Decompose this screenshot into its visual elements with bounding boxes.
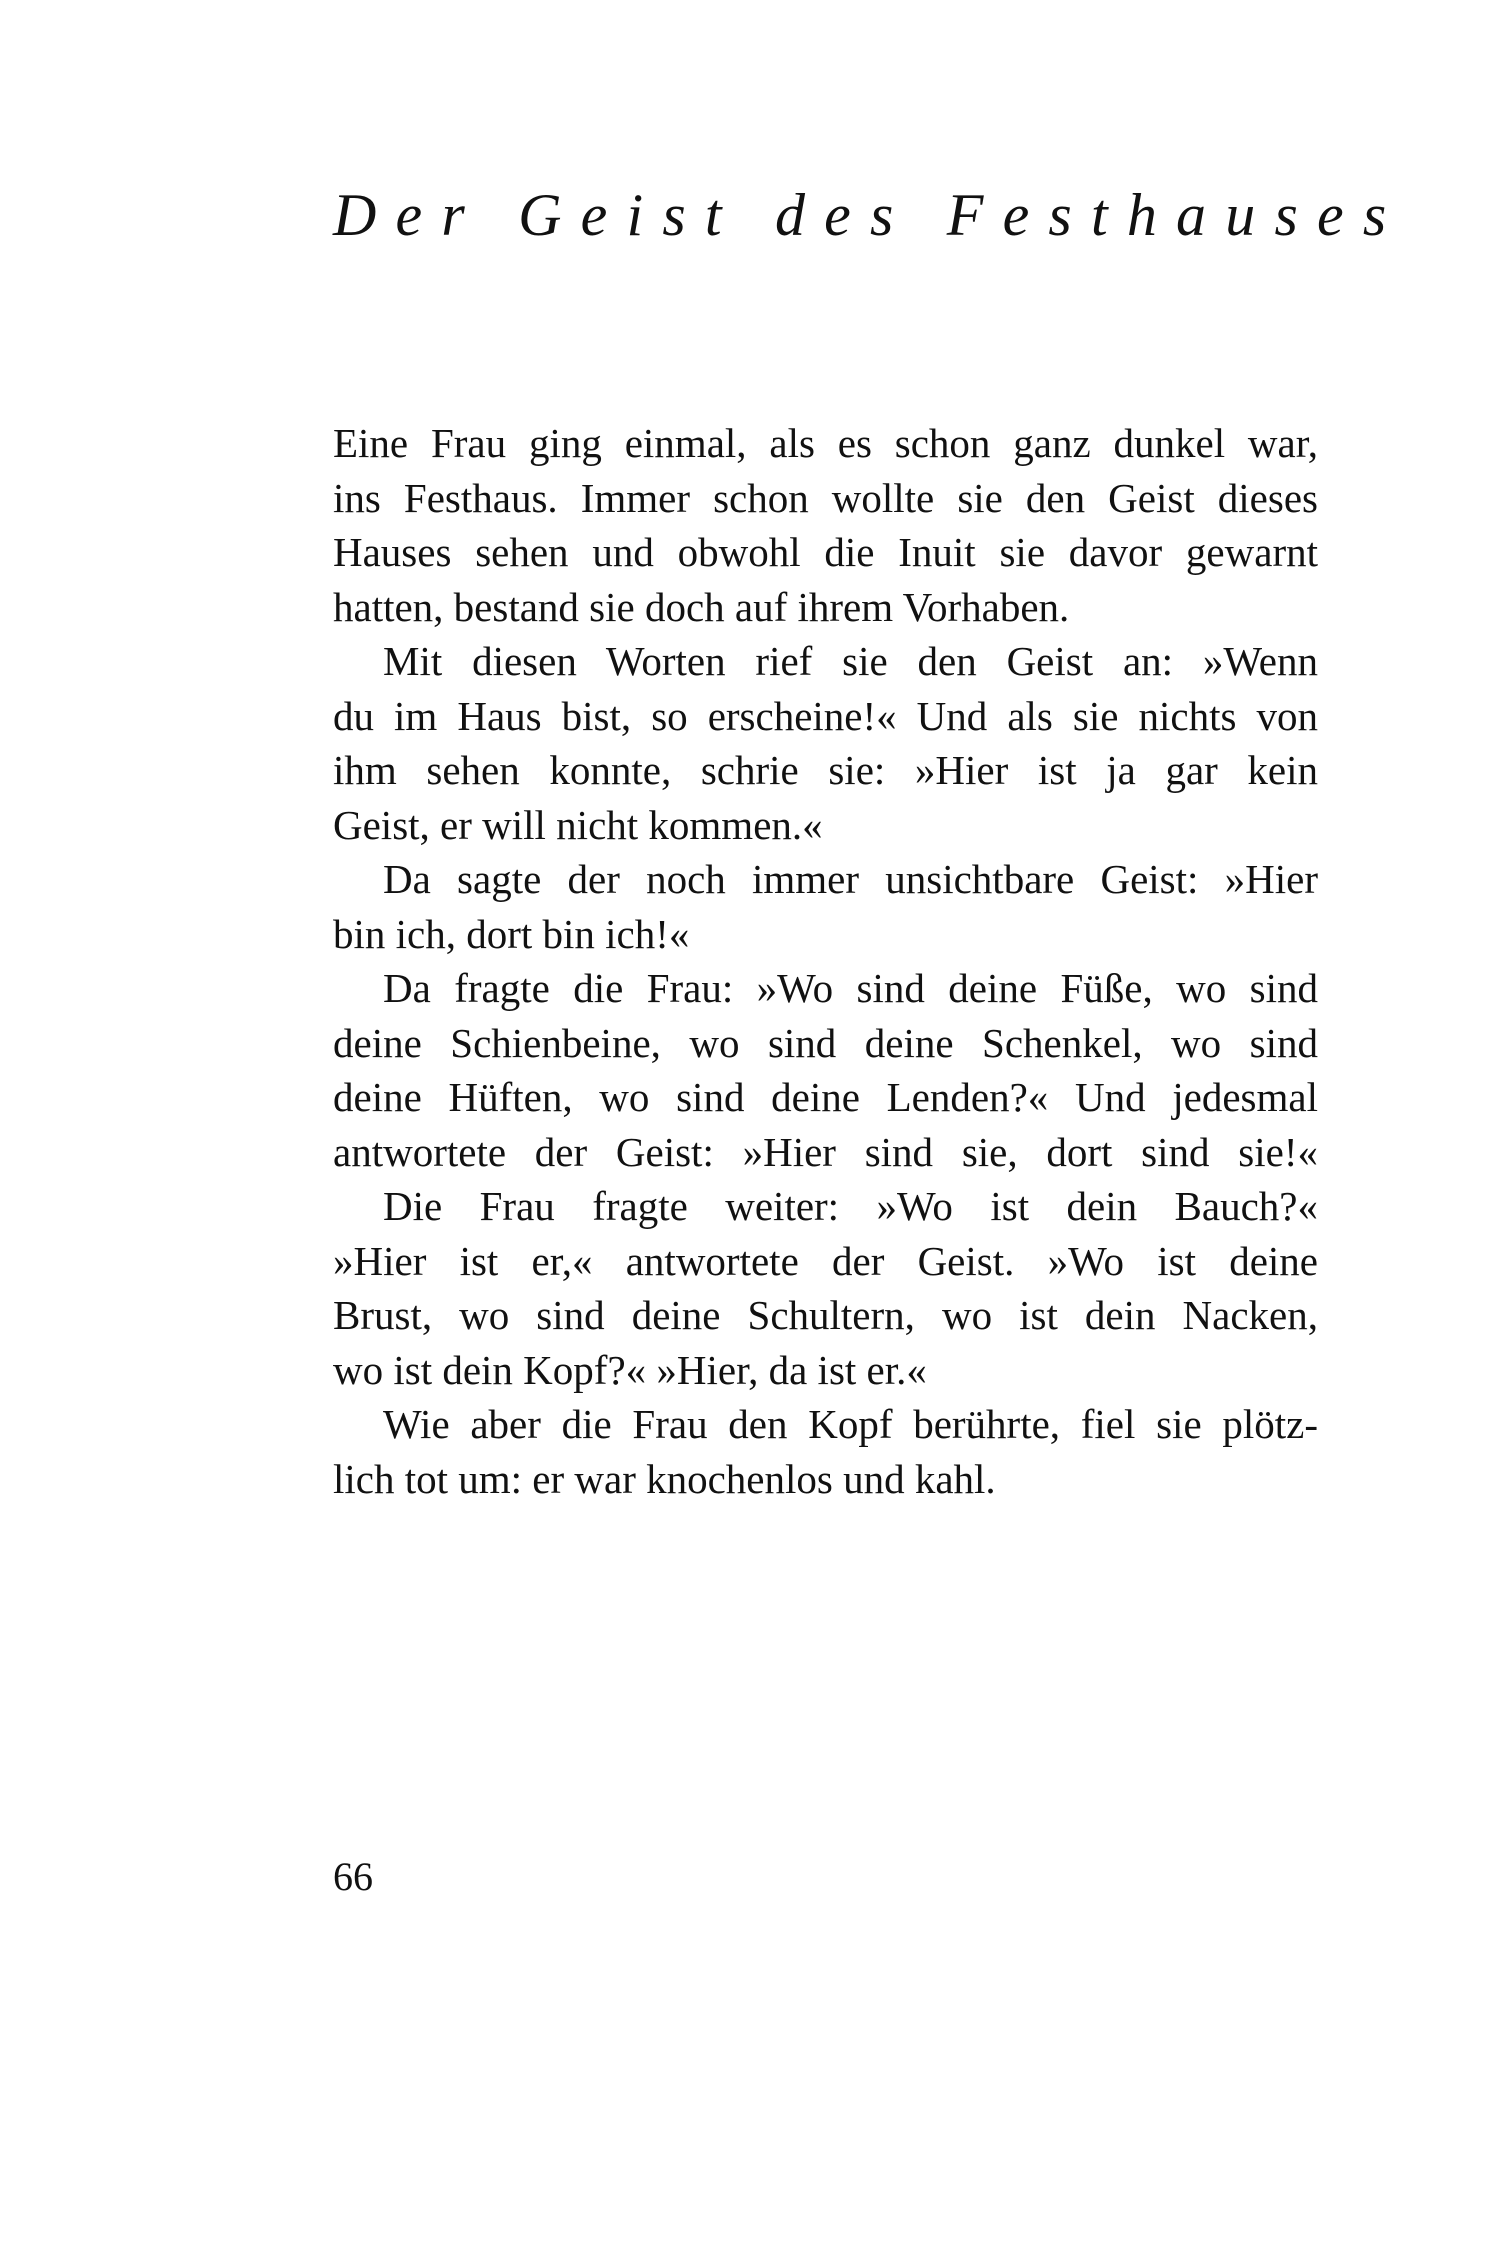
text-line: deine Hüften, wo sind deine Lenden?« Und jedesmal <box>333 1074 1318 1120</box>
text-line: Die Frau fragte weiter: »Wo ist dein Bauch?« <box>383 1183 1318 1229</box>
text-line: ins Festhaus. Immer schon wollte sie den Geist dieses <box>333 474 1318 521</box>
text-line: Hauses sehen und obwohl die Inuit sie davor gewarnt <box>333 529 1318 575</box>
text-line: wo ist dein Kopf?« »Hier, da ist er.« <box>333 1346 927 1393</box>
story-text <box>333 416 1318 1506</box>
page-title: Der Geist des Festhauses <box>333 182 1406 248</box>
text-line: du im Haus bist, so erscheine!« Und als sie nichts von <box>333 692 1318 739</box>
page-number: 66 <box>333 1854 373 1899</box>
text-line: hatten, bestand sie doch auf ihrem Vorhaben. <box>333 583 1070 630</box>
text-line: Geist, er will nicht kommen.« <box>333 801 823 848</box>
text-line: lich tot um: er war knochenlos und kahl. <box>333 1455 996 1502</box>
text-line: antwortete der Geist: »Hier sind sie, dort sind sie!« <box>333 1128 1318 1175</box>
text-line: Wie aber die Frau den Kopf berührte, fiel sie plötz- <box>383 1401 1318 1447</box>
text-line: bin ich, dort bin ich!« <box>333 910 690 957</box>
text-line: Brust, wo sind deine Schultern, wo ist dein Nacken, <box>333 1292 1318 1338</box>
text-line: ihm sehen konnte, schrie sie: »Hier ist ja gar kein <box>333 747 1318 793</box>
text-line: »Hier ist er,« antwortete der Geist. »Wo ist deine <box>333 1237 1318 1284</box>
text-line: Mit diesen Worten rief sie den Geist an: »Wenn <box>383 638 1318 684</box>
text-line: Da fragte die Frau: »Wo sind deine Füße, wo sind <box>383 965 1318 1011</box>
text-line: Da sagte der noch immer unsichtbare Geist: »Hier <box>383 856 1318 902</box>
text-line: deine Schienbeine, wo sind deine Schenkel, wo sind <box>333 1019 1318 1066</box>
text-line: Eine Frau ging einmal, als es schon ganz dunkel war, <box>333 420 1318 466</box>
